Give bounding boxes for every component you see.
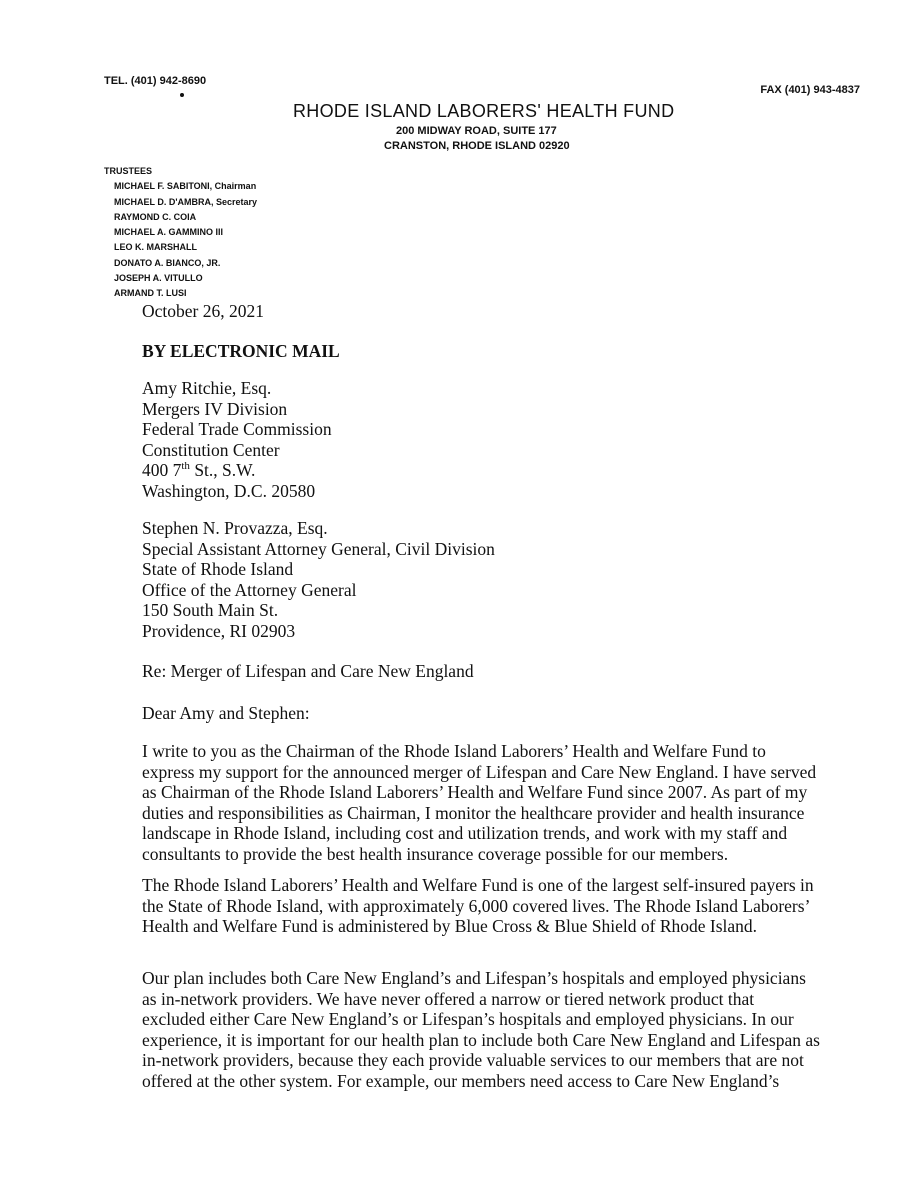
fund-address-line1: 200 MIDWAY ROAD, SUITE 177 <box>396 125 557 137</box>
paragraph-2 <box>142 875 814 937</box>
street-ordinal: th <box>181 460 190 473</box>
paragraph-line: offered at the other system. For example, our members need access to Care New England’s <box>142 1070 780 1091</box>
delivery-method: BY ELECTRONIC MAIL <box>142 341 340 361</box>
stray-mark <box>180 93 184 97</box>
street-name: St., S.W. <box>189 460 256 481</box>
paragraph-line: experience, it is important for our health plan to include both Care New England and Lifespan as <box>142 1029 820 1050</box>
salutation: Dear Amy and Stephen: <box>142 703 310 723</box>
fund-address-line2: CRANSTON, RHODE ISLAND 02920 <box>384 140 570 152</box>
paragraph-line: The Rhode Island Laborers’ Health and Welfare Fund is one of the largest self-insured payers in <box>142 875 814 895</box>
paragraph-line: as in-network providers. We have never offered a narrow or tiered network product that <box>142 988 755 1009</box>
trustee-name: DONATO A. BIANCO, JR. <box>114 257 221 268</box>
paragraph-line: the State of Rhode Island, with approximately 6,000 covered lives. The Rhode Island Laborers’ <box>142 895 811 916</box>
fax-number: FAX (401) 943-4837 <box>760 84 860 96</box>
trustees-list <box>104 164 257 302</box>
recipient-name: Stephen N. Provazza, Esq. <box>142 518 328 538</box>
recipient-address-1 <box>142 378 332 502</box>
trustee-name: MICHAEL D. D'AMBRA, Secretary <box>114 196 258 207</box>
paragraph-line: landscape in Rhode Island, including cost and utilization trends, and work with my staff and <box>142 823 788 844</box>
paragraph-line: express my support for the announced merger of Lifespan and Care New England. I have served <box>142 761 817 782</box>
subject-line: Re: Merger of Lifespan and Care New England <box>142 661 474 681</box>
fund-name: RHODE ISLAND LABORERS' HEALTH FUND <box>293 101 675 121</box>
recipient-address-2 <box>142 518 495 642</box>
recipient-office: Office of the Attorney General <box>142 579 357 600</box>
paragraph-3 <box>142 968 820 1092</box>
trustees-label: TRUSTEES <box>104 166 153 176</box>
recipient-city: Washington, D.C. 20580 <box>142 480 316 501</box>
recipient-street <box>142 460 332 481</box>
recipient-city: Providence, RI 02903 <box>142 620 296 641</box>
recipient-state: State of Rhode Island <box>142 559 294 580</box>
paragraph-line: excluded either Care New England’s or Lifespan’s hospitals and employed physicians. In our <box>142 1009 794 1030</box>
street-number: 400 7 <box>142 460 182 481</box>
telephone-number: TEL. (401) 942-8690 <box>104 75 207 87</box>
trustee-name: ARMAND T. LUSI <box>114 288 187 299</box>
recipient-street: 150 South Main St. <box>142 600 279 621</box>
trustee-name: MICHAEL A. GAMMINO III <box>114 227 223 238</box>
trustee-name: RAYMOND C. COIA <box>114 211 197 222</box>
paragraph-line: Our plan includes both Care New England’s and Lifespan’s hospitals and employed physicians <box>142 968 806 988</box>
recipient-title: Special Assistant Attorney General, Civil Division <box>142 538 495 559</box>
recipient-agency: Federal Trade Commission <box>142 419 332 440</box>
recipient-division: Mergers IV Division <box>142 398 288 419</box>
paragraph-line: I write to you as the Chairman of the Rhode Island Laborers’ Health and Welfare Fund to <box>142 741 766 761</box>
letter-date: October 26, 2021 <box>142 301 264 321</box>
trustee-name: LEO K. MARSHALL <box>114 242 197 253</box>
trustee-name: JOSEPH A. VITULLO <box>114 273 203 284</box>
paragraph-line: duties and responsibilities as Chairman, I monitor the healthcare provider and health insurance <box>142 802 805 823</box>
recipient-building: Constitution Center <box>142 439 280 460</box>
trustee-name: MICHAEL F. SABITONI, Chairman <box>114 181 257 192</box>
paragraph-line: as Chairman of the Rhode Island Laborers’ Health and Welfare Fund since 2007. As part of my <box>142 782 808 803</box>
recipient-name: Amy Ritchie, Esq. <box>142 378 272 398</box>
paragraph-line: Health and Welfare Fund is administered by Blue Cross & Blue Shield of Rhode Island. <box>142 916 758 937</box>
paragraph-line: in-network providers, because they each provide valuable services to our members that are not <box>142 1050 804 1071</box>
paragraph-line: consultants to provide the best health insurance coverage possible for our members. <box>142 843 729 864</box>
paragraph-1 <box>142 741 816 865</box>
